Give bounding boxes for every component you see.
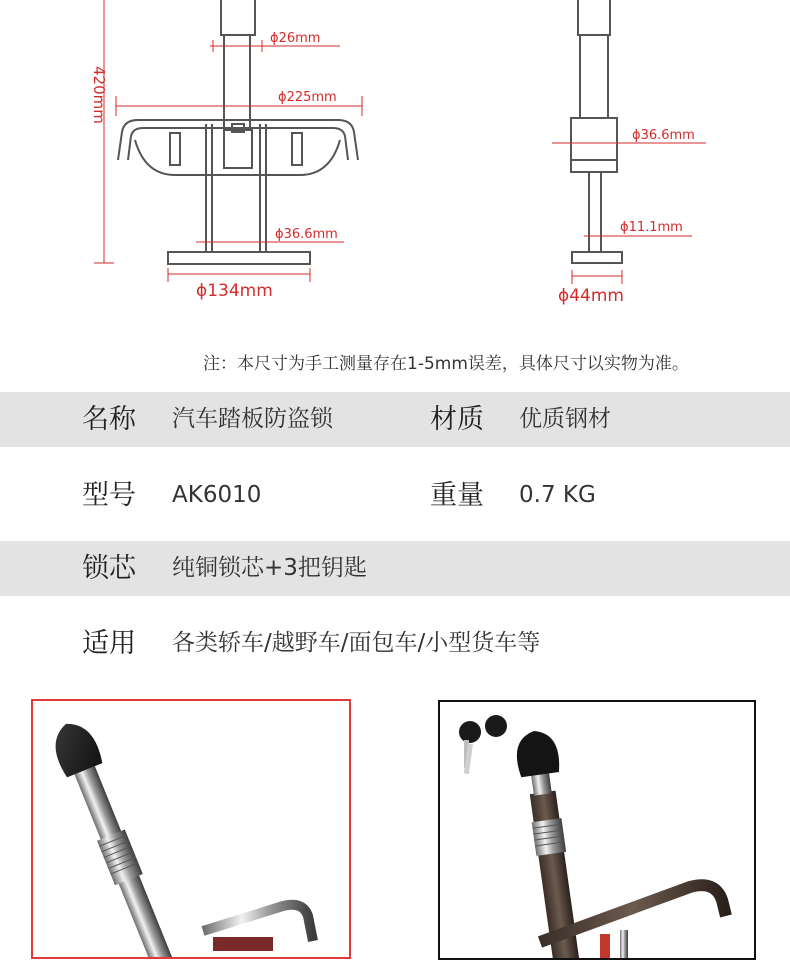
- spec-value-weight: 0.7 KG: [519, 482, 596, 508]
- keys-icon: [459, 715, 507, 774]
- product-photo-left: [31, 699, 351, 959]
- dimension-diagram: [0, 0, 790, 330]
- product-photo-right: [438, 700, 756, 960]
- spec-label-applicable: 适用: [82, 628, 136, 659]
- spec-row-applicable: [0, 616, 790, 671]
- height-dimension-label: 420mm: [90, 66, 108, 124]
- right-product-drawing: [571, 0, 622, 263]
- pedal-lock-illustration: [33, 701, 349, 957]
- measurement-note: 注：本尺寸为手工测量存在1-5mm误差，具体尺寸以实物为准。: [203, 354, 689, 374]
- spec-row-name-material: [0, 392, 790, 447]
- spec-label-model: 型号: [82, 480, 136, 511]
- left-base-diameter-label: ϕ134mm: [196, 281, 273, 301]
- spec-label-lock-core: 锁芯: [82, 553, 136, 584]
- spec-value-model: AK6010: [172, 482, 262, 508]
- spec-label-name: 名称: [82, 404, 136, 435]
- spec-value-lock-core: 纯铜锁芯+3把钥匙: [172, 555, 367, 581]
- shaft-diameter-label: ϕ11.1mm: [620, 220, 683, 235]
- spec-value-material: 优质钢材: [519, 406, 611, 432]
- rod-diameter-label: ϕ26mm: [270, 31, 321, 46]
- pedal-lock-with-keys-illustration: [440, 702, 754, 958]
- spec-label-material: 材质: [430, 404, 484, 435]
- tray-width-label: ϕ225mm: [278, 90, 337, 105]
- left-product-drawing: [118, 0, 358, 264]
- spec-value-name: 汽车踏板防盗锁: [172, 406, 333, 432]
- spec-value-applicable: 各类轿车/越野车/面包车/小型货车等: [172, 630, 541, 656]
- spec-row-model-weight: [0, 468, 790, 523]
- left-lock-diameter-label: ϕ36.6mm: [275, 227, 338, 242]
- right-lock-diameter-label: ϕ36.6mm: [632, 128, 695, 143]
- spec-label-weight: 重量: [430, 480, 484, 511]
- right-base-diameter-label: ϕ44mm: [558, 286, 624, 306]
- spec-row-lock-core: [0, 541, 790, 596]
